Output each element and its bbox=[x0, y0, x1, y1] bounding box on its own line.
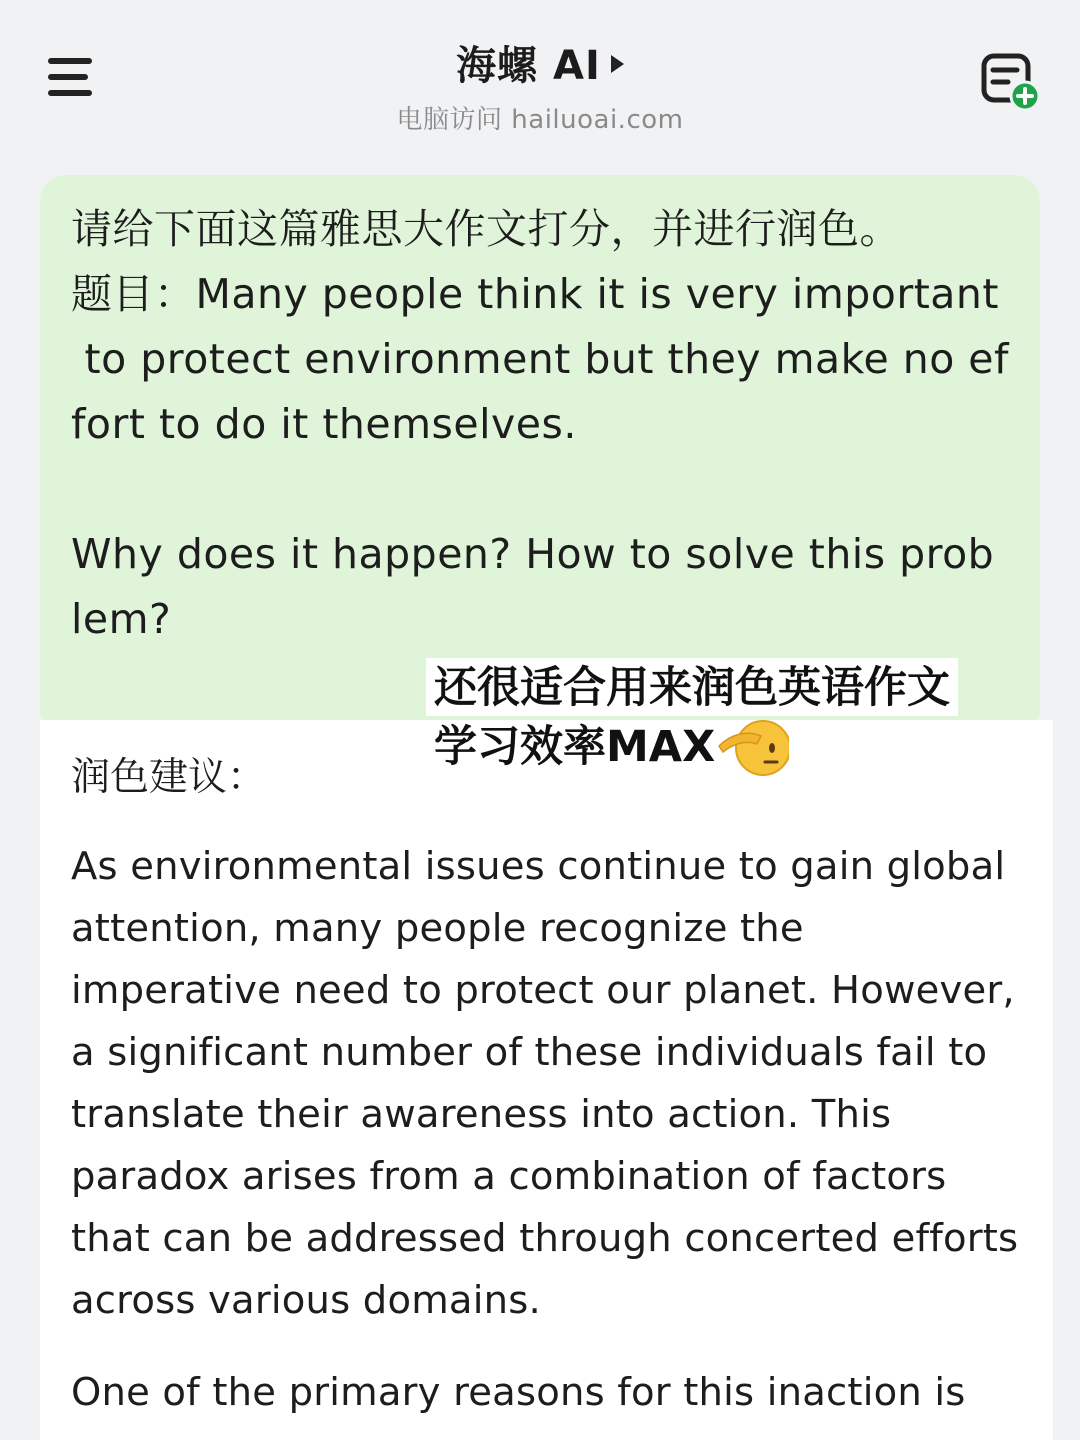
caption-line-1: 还很适合用来润色英语作文 bbox=[426, 658, 958, 716]
caption-line-2: 学习效率MAX bbox=[434, 722, 716, 772]
play-arrow-icon bbox=[611, 55, 624, 73]
app-title-row[interactable] bbox=[456, 34, 624, 91]
app-title: 海螺 AI bbox=[456, 43, 601, 89]
reply-heading: 润色建议： bbox=[71, 755, 267, 800]
saluting-face-emoji-icon bbox=[717, 716, 789, 778]
reply-paragraph: As environmental issues continue to gain global attention, many people recognize the imperative need to protect our planet. However, a significant number of these individuals fail to translate their awareness into action. This paradox arises from a combination of factors that can be addressed through concerted efforts across various domains. bbox=[71, 844, 1019, 1323]
assistant-reply[interactable] bbox=[40, 720, 1053, 1440]
caption-line-2-row bbox=[426, 716, 958, 778]
app-subtitle: 电脑访问 hailuoai.com bbox=[396, 105, 684, 135]
user-message-bubble[interactable] bbox=[40, 175, 1040, 735]
top-bar bbox=[0, 0, 1080, 160]
user-message-text: 请给下面这篇雅思大作文打分，并进行润色。 题目：Many people think it is very important to protect environment but they make no ef fort to do it themselves. Why does it happen? How to solve this prob lem? bbox=[71, 205, 1009, 643]
title-block bbox=[0, 34, 1080, 136]
reply-paragraph: One of the primary reasons for this inaction is bbox=[71, 1370, 966, 1415]
new-chat-icon[interactable] bbox=[980, 52, 1042, 114]
overlay-caption bbox=[426, 658, 958, 778]
